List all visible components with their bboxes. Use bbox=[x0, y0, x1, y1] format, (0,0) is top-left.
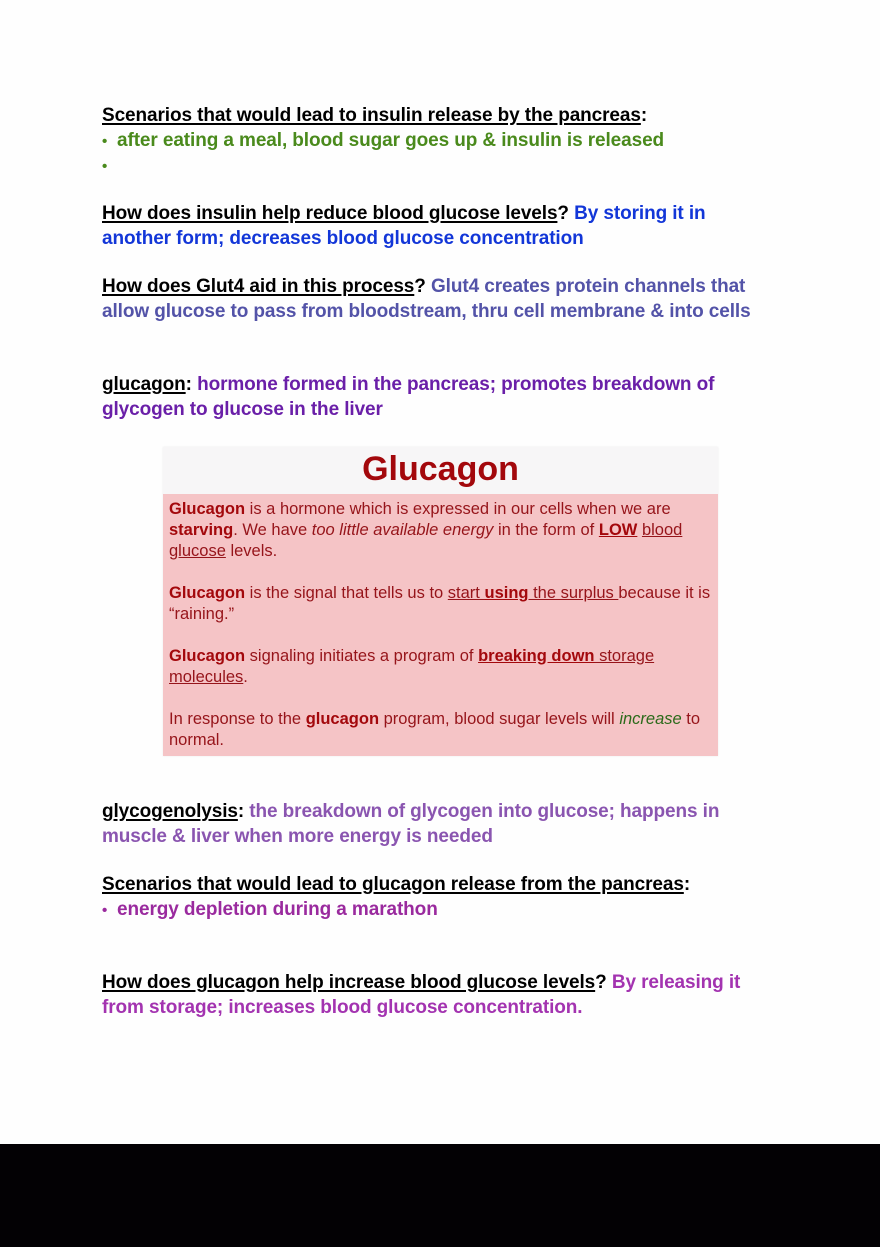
insulin-scenarios-section bbox=[102, 104, 772, 180]
glucagon-definition-section bbox=[102, 373, 772, 422]
glut4-section bbox=[102, 275, 772, 324]
bullet-text: energy depletion during a marathon bbox=[117, 898, 438, 920]
text: . We have bbox=[233, 521, 312, 539]
text: in the form of bbox=[493, 521, 599, 539]
question-text: How does glucagon help increase blood glucose levels bbox=[102, 972, 596, 993]
bold-underline-text: LOW bbox=[598, 521, 638, 539]
figure-paragraph-4 bbox=[169, 709, 714, 751]
bold-text: starving bbox=[169, 521, 234, 539]
term-colon: : bbox=[237, 801, 245, 822]
answer-text: By releasing it from storage; increases blood glucose concentration. bbox=[102, 972, 741, 1018]
definition-text: the breakdown of glycogen into glucose; happens in muscle & liver when more energy is needed bbox=[102, 801, 720, 847]
figure-paragraph-2 bbox=[169, 583, 714, 625]
glucagon-scenarios-section bbox=[102, 873, 772, 923]
bold-text: glucagon bbox=[305, 710, 380, 728]
term-text: glycogenolysis bbox=[102, 801, 238, 822]
heading-colon: : bbox=[683, 874, 691, 895]
bold-text: Glucagon bbox=[169, 584, 246, 602]
list-item bbox=[102, 154, 772, 180]
answer-text: By storing it in another form; decreases blood glucose concentration bbox=[102, 203, 706, 249]
heading-colon: : bbox=[640, 105, 648, 126]
bold-text: Glucagon bbox=[169, 647, 246, 665]
text: . bbox=[243, 668, 248, 686]
glycogenolysis-section bbox=[102, 800, 772, 849]
bold-underline-text: breaking down bbox=[478, 647, 595, 665]
question-mark: ? bbox=[557, 203, 569, 224]
figure-paragraph-1 bbox=[169, 499, 714, 562]
figure-title: Glucagon bbox=[362, 450, 519, 488]
text: is the signal that tells us to bbox=[245, 584, 448, 602]
text: levels. bbox=[225, 542, 278, 560]
italic-text: too little available energy bbox=[311, 521, 494, 539]
underline-text: blood glucose bbox=[169, 521, 683, 560]
bottom-black-band bbox=[0, 1144, 880, 1247]
figure-paragraph-3 bbox=[169, 646, 714, 688]
italic-green-text: increase bbox=[619, 710, 682, 728]
term-colon: : bbox=[185, 374, 192, 395]
list-item bbox=[102, 898, 772, 924]
bold-text: Glucagon bbox=[169, 500, 246, 518]
question-text: How does Glut4 aid in this process bbox=[102, 276, 415, 297]
insulin-reduce-section bbox=[102, 202, 772, 251]
text: signaling initiates a program of bbox=[245, 647, 479, 665]
glucagon-increase-section bbox=[102, 971, 772, 1020]
list-item bbox=[102, 129, 772, 155]
question-mark: ? bbox=[414, 276, 426, 297]
underline-text: storage molecules bbox=[169, 647, 655, 686]
bullet-text: after eating a meal, blood sugar goes up & insulin is released bbox=[117, 129, 665, 151]
underline-text: the surplus bbox=[528, 584, 619, 602]
text: In response to the bbox=[169, 710, 306, 728]
text: program, blood sugar levels will bbox=[379, 710, 620, 728]
underline-text: start bbox=[447, 584, 485, 602]
insulin-scenarios-heading: Scenarios that would lead to insulin release by the pancreas bbox=[102, 105, 641, 126]
question-mark: ? bbox=[595, 972, 607, 993]
bullet-icon: • bbox=[102, 901, 108, 919]
glucagon-figure bbox=[163, 447, 718, 756]
text: because it is “raining.” bbox=[169, 584, 711, 623]
answer-text: Glut4 creates protein channels that allow glucose to pass from bloodstream, thru cell membrane & into cells bbox=[102, 276, 751, 322]
definition-text: hormone formed in the pancreas; promotes breakdown of glycogen to glucose in the liver bbox=[102, 374, 715, 420]
text: is a hormone which is expressed in our cells when we are bbox=[245, 500, 671, 518]
figure-body bbox=[163, 494, 718, 756]
text: to normal. bbox=[169, 710, 701, 749]
bullet-icon: • bbox=[102, 158, 108, 175]
bold-underline-text: using bbox=[484, 584, 529, 602]
bullet-icon: • bbox=[102, 132, 108, 150]
term-text: glucagon bbox=[102, 374, 186, 395]
glucagon-scenarios-heading: Scenarios that would lead to glucagon release from the pancreas bbox=[102, 874, 684, 895]
question-text: How does insulin help reduce blood glucose levels bbox=[102, 203, 558, 224]
